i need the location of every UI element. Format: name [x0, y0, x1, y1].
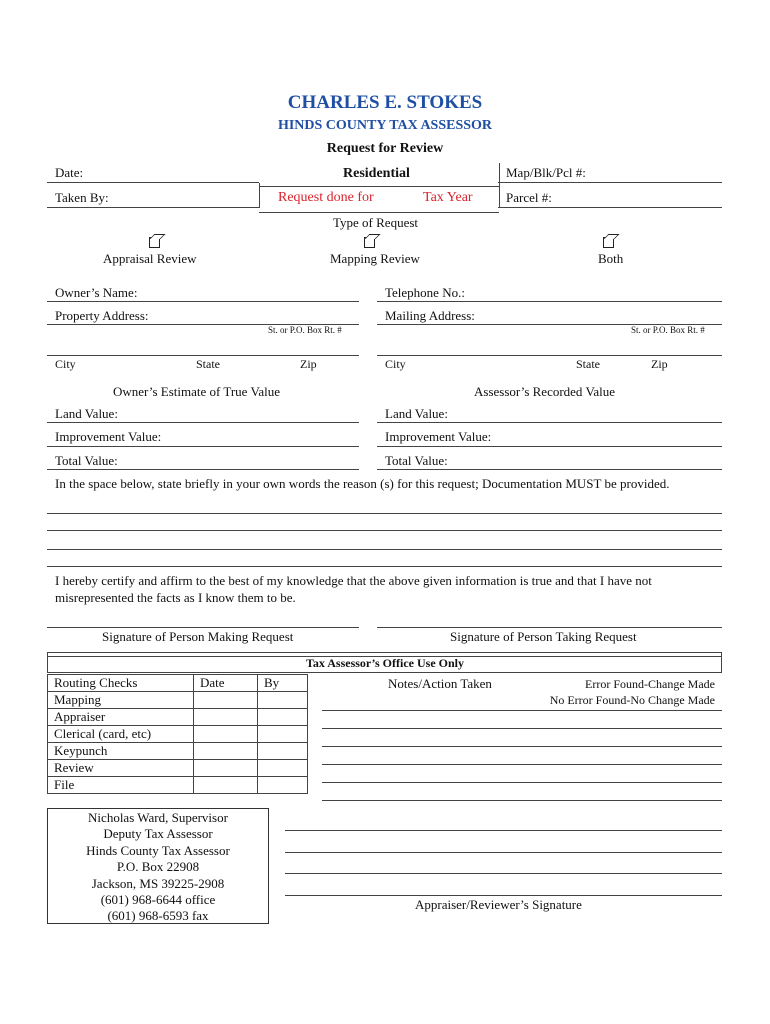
- taker-signature-line[interactable]: [377, 627, 722, 628]
- table-row: [48, 692, 308, 709]
- notes-line-2[interactable]: [322, 728, 722, 729]
- request-done-for: Request done for: [278, 190, 374, 205]
- contact-line: (601) 968-6644 office: [100, 892, 216, 908]
- routing-review: Review: [48, 760, 194, 777]
- table-row: [48, 709, 308, 726]
- mailing-st-note: St. or P.O. Box Rt. #: [631, 325, 705, 335]
- assessor-recorded-heading: Assessor’s Recorded Value: [474, 384, 616, 399]
- type-of-request-label: Type of Request: [333, 215, 419, 230]
- map-line[interactable]: [498, 182, 722, 183]
- taken-by-label: Taken By:: [55, 190, 109, 205]
- contact-box: [47, 808, 269, 924]
- parcel-line[interactable]: [498, 207, 722, 208]
- assessor-name: CHARLES E. STOKES: [287, 92, 483, 113]
- routing-date-cell[interactable]: [194, 692, 258, 709]
- property-address-label: Property Address:: [55, 308, 149, 323]
- routing-date-cell[interactable]: [194, 709, 258, 726]
- mailing-state-label: State: [576, 357, 600, 371]
- telephone-line[interactable]: [377, 301, 722, 302]
- taker-signature-label: Signature of Person Taking Request: [450, 629, 637, 644]
- table-row: [48, 760, 308, 777]
- mapping-review-checkbox[interactable]: [364, 237, 375, 248]
- taken-by-line[interactable]: [47, 207, 259, 208]
- owner-land-line[interactable]: [47, 422, 359, 423]
- center-left-rule: [259, 183, 260, 208]
- mailing-city-label: City: [385, 357, 406, 371]
- contact-line: Nicholas Ward, Supervisor: [88, 810, 228, 825]
- notes-line-8[interactable]: [285, 852, 722, 853]
- assessor-improvement-line[interactable]: [377, 446, 722, 447]
- requester-signature-label: Signature of Person Making Request: [102, 629, 294, 644]
- assessor-improvement-label: Improvement Value:: [385, 429, 492, 444]
- center-right-rule: [499, 163, 500, 208]
- notes-line-1[interactable]: [322, 710, 722, 711]
- assessor-total-label: Total Value:: [385, 453, 448, 468]
- owner-improvement-label: Improvement Value:: [55, 429, 162, 444]
- error-found-label: Error Found-Change Made: [585, 677, 715, 691]
- table-row: [48, 726, 308, 743]
- contact-line: P.O. Box 22908: [116, 859, 200, 875]
- reason-line-1[interactable]: [47, 513, 722, 514]
- form-type: Residential: [343, 166, 410, 181]
- contact-line: Hinds County Tax Assessor: [86, 842, 230, 858]
- contact-line: (601) 968-6593 fax: [107, 908, 209, 924]
- by-header: By: [258, 675, 308, 692]
- reason-prompt: In the space below, state briefly in your own words the reason (s) for this request; Documentation MUST be provided.: [55, 476, 670, 491]
- date-label: Date:: [55, 165, 84, 180]
- certify-line-2: misrepresented the facts as I know them to be.: [55, 590, 296, 605]
- property-city-line[interactable]: [47, 355, 359, 356]
- date-header: Date: [194, 675, 258, 692]
- request-underline: [259, 212, 499, 213]
- notes-line-9[interactable]: [285, 873, 722, 874]
- reason-line-4[interactable]: [47, 566, 722, 567]
- both-label: Both: [598, 251, 624, 266]
- assessor-land-label: Land Value:: [385, 406, 448, 421]
- routing-file: File: [48, 777, 194, 794]
- owners-name-line[interactable]: [47, 301, 359, 302]
- tax-year: Tax Year: [423, 190, 473, 205]
- owner-total-label: Total Value:: [55, 453, 118, 468]
- routing-mapping: Mapping: [48, 692, 194, 709]
- mapping-review-label: Mapping Review: [330, 251, 420, 266]
- appraisal-review-checkbox[interactable]: [149, 237, 160, 248]
- office-use-title: Tax Assessor’s Office Use Only: [306, 656, 464, 670]
- date-line[interactable]: [47, 182, 259, 183]
- owners-name-label: Owner’s Name:: [55, 285, 138, 300]
- routing-clerical: Clerical (card, etc): [48, 726, 194, 743]
- routing-date-cell[interactable]: [194, 743, 258, 760]
- owner-estimate-heading: Owner’s Estimate of True Value: [113, 384, 281, 399]
- property-st-note: St. or P.O. Box Rt. #: [268, 325, 342, 335]
- contact-line: Deputy Tax Assessor: [103, 826, 213, 842]
- routing-date-cell[interactable]: [194, 726, 258, 743]
- no-error-label: No Error Found-No Change Made: [549, 693, 715, 707]
- owner-improvement-line[interactable]: [47, 446, 359, 447]
- contact-line: Jackson, MS 39225-2908: [91, 875, 225, 891]
- notes-line-3[interactable]: [322, 746, 722, 747]
- notes-line-5[interactable]: [322, 782, 722, 783]
- requester-signature-line[interactable]: [47, 627, 359, 628]
- routing-by-cell[interactable]: [258, 709, 308, 726]
- assessor-total-line[interactable]: [377, 469, 722, 470]
- notes-line-4[interactable]: [322, 764, 722, 765]
- table-row: [48, 743, 308, 760]
- appraiser-signature-label: Appraiser/Reviewer’s Signature: [415, 897, 582, 912]
- both-checkbox[interactable]: [603, 237, 614, 248]
- mailing-address-label: Mailing Address:: [385, 308, 475, 323]
- routing-checks-header: Routing Checks: [48, 675, 194, 692]
- property-zip-label: Zip: [300, 357, 317, 371]
- routing-by-cell[interactable]: [258, 743, 308, 760]
- telephone-label: Telephone No.:: [385, 285, 465, 300]
- residential-underline: [259, 186, 499, 187]
- routing-appraiser: Appraiser: [48, 709, 194, 726]
- assessor-land-line[interactable]: [377, 422, 722, 423]
- parcel-label: Parcel #:: [506, 190, 552, 205]
- routing-header-row: [48, 675, 308, 692]
- routing-date-cell[interactable]: [194, 760, 258, 777]
- appraisal-review-label: Appraisal Review: [103, 251, 197, 266]
- property-city-label: City: [55, 357, 76, 371]
- routing-table: [47, 674, 308, 794]
- office-name: HINDS COUNTY TAX ASSESSOR: [277, 118, 493, 133]
- table-row: [48, 777, 308, 794]
- reason-line-3[interactable]: [47, 549, 722, 550]
- notes-action-label: Notes/Action Taken: [388, 676, 492, 691]
- mailing-city-line[interactable]: [377, 355, 722, 356]
- routing-by-cell[interactable]: [258, 692, 308, 709]
- owner-land-label: Land Value:: [55, 406, 118, 421]
- form-title: Request for Review: [326, 141, 444, 156]
- routing-date-cell[interactable]: [194, 777, 258, 794]
- certify-line-1: I hereby certify and affirm to the best of my knowledge that the above given information is true and that I have not: [55, 573, 652, 588]
- routing-keypunch: Keypunch: [48, 743, 194, 760]
- mailing-zip-label: Zip: [651, 357, 668, 371]
- notes-line-6[interactable]: [322, 800, 722, 801]
- routing-by-cell[interactable]: [258, 760, 308, 777]
- property-state-label: State: [196, 357, 220, 371]
- routing-by-cell[interactable]: [258, 726, 308, 743]
- notes-line-7[interactable]: [285, 830, 722, 831]
- reason-line-2[interactable]: [47, 530, 722, 531]
- routing-by-cell[interactable]: [258, 777, 308, 794]
- map-blk-pcl-label: Map/Blk/Pcl #:: [506, 165, 586, 180]
- appraiser-signature-line[interactable]: [285, 895, 722, 896]
- owner-total-line[interactable]: [47, 469, 359, 470]
